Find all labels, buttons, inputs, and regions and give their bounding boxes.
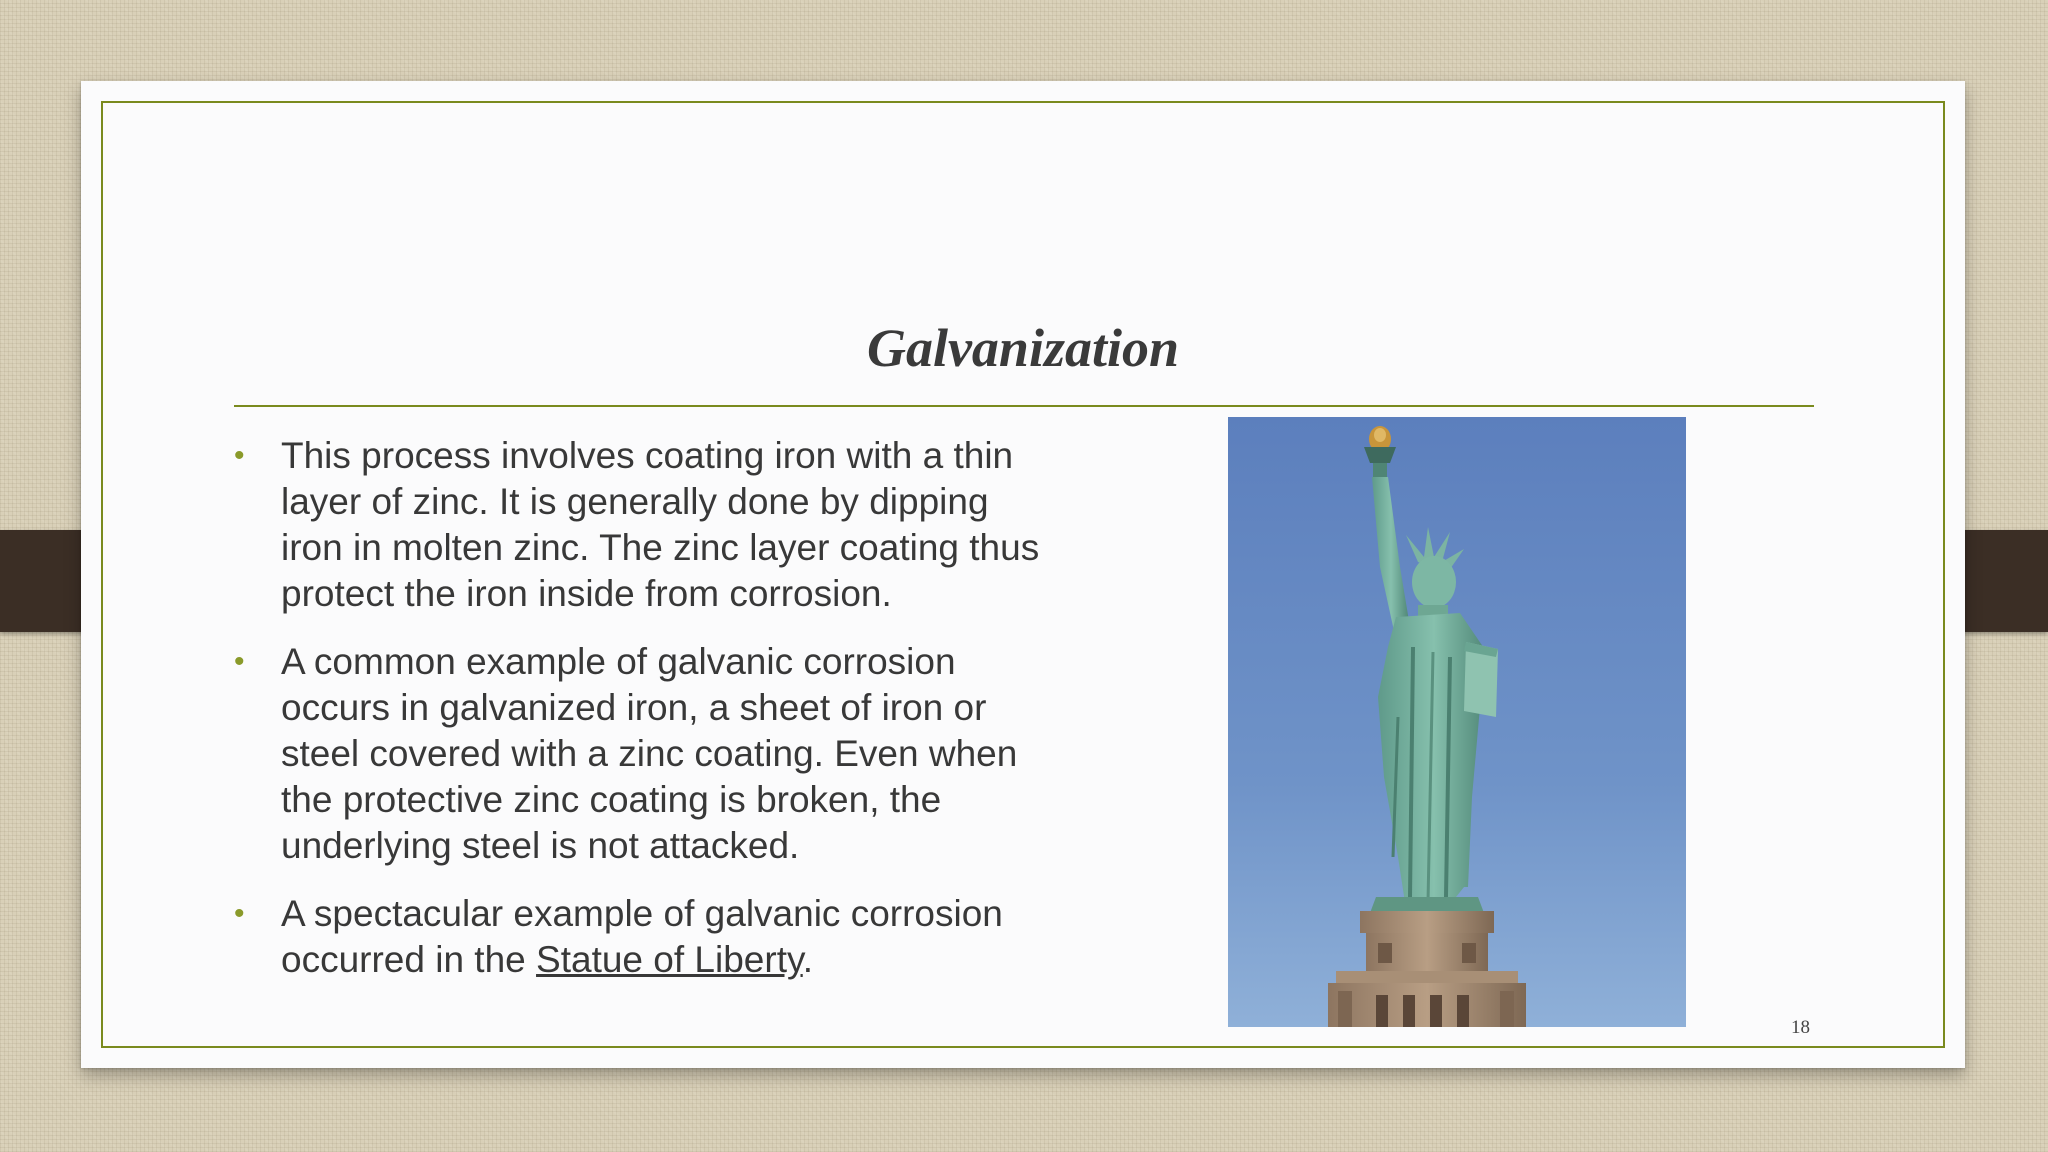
bullet-item-1 (234, 433, 1054, 617)
bullet-marker: • (234, 897, 245, 930)
bullet-text-end: . (802, 939, 814, 980)
page-number: 18 (1791, 1017, 1810, 1038)
bullet-marker: • (234, 439, 245, 472)
slide-title: Galvanization (866, 318, 1180, 378)
slide-card (81, 81, 1965, 1068)
title-divider (234, 405, 1814, 407)
statue-of-liberty-photo (1228, 417, 1686, 1027)
bullet-text: A common example of galvanic corrosion occurs in galvanized iron, a sheet of iron or steel covered with a zinc coating. Even when the protective zinc coating is broken, the underlying steel is not attacked. (281, 641, 1018, 866)
bullet-text: This process involves coating iron with a thin layer of zinc. It is generally done by dipping iron in molten zinc. The zinc layer coating thus protect the iron inside from corrosion. (281, 435, 1040, 614)
statue-of-liberty-link[interactable]: Statue of Liberty (536, 939, 803, 980)
bullet-marker: • (234, 645, 245, 678)
bullet-text: A spectacular example of galvanic corrosion occurred in the (281, 893, 1003, 980)
bullet-list (234, 433, 1054, 1005)
bullet-item-3 (234, 891, 1054, 983)
bullet-item-2 (234, 639, 1054, 869)
